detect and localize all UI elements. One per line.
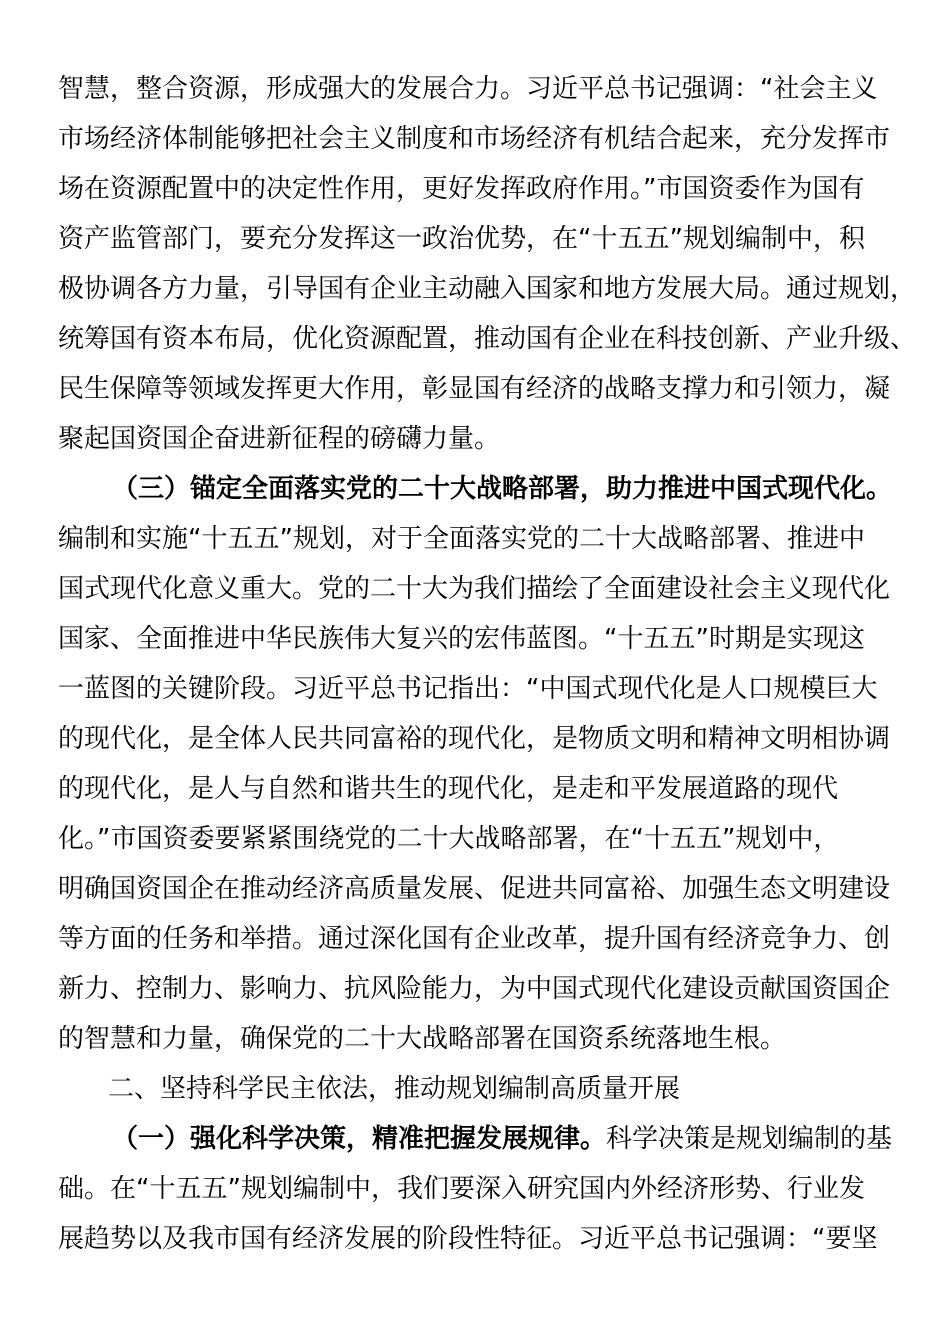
paragraph-line: 的智慧和力量，确保党的二十大战略部署在国资系统落地生根。 — [58, 1024, 787, 1054]
paragraph-line: 化。”市国资委要紧紧围绕党的二十大战略部署，在“十五五”规划中， — [58, 824, 840, 854]
paragraph-line: 展趋势以及我市国有经济发展的阶段性特征。习近平总书记强调：“要坚 — [58, 1224, 878, 1254]
paragraph-line: 市场经济体制能够把社会主义制度和市场经济有机结合起来，充分发挥市 — [58, 124, 891, 154]
paragraph-line: 明确国资国企在推动经济高质量发展、促进共同富裕、加强生态文明建设 — [58, 874, 891, 904]
paragraph-line: 极协调各方力量，引导国有企业主动融入国家和地方发展大局。通过规划， — [58, 274, 917, 304]
paragraph-line: 资产监管部门，要充分发挥这一政治优势，在“十五五”规划编制中，积 — [58, 224, 865, 254]
paragraph-line: 智慧，整合资源，形成强大的发展合力。习近平总书记强调：“社会主义 — [58, 74, 878, 104]
section-heading-1: （一）强化科学决策，精准把握发展规律。 — [112, 1124, 607, 1154]
paragraph-line: 国家、全面推进中华民族伟大复兴的宏伟蓝图。“十五五”时期是实现这 — [58, 624, 865, 654]
paragraph-line: 聚起国资国企奋进新征程的磅礴力量。 — [58, 424, 501, 454]
paragraph-line: 等方面的任务和举措。通过深化国有企业改革，提升国有经济竞争力、创 — [58, 924, 891, 954]
chapter-heading-2: 二、坚持科学民主依法，推动规划编制高质量开展 — [108, 1074, 681, 1104]
paragraph-line: 的现代化，是全体人民共同富裕的现代化，是物质文明和精神文明相协调 — [58, 724, 891, 754]
section-heading-3: （三）锚定全面落实党的二十大战略部署，助力推进中国式现代化。 — [112, 474, 893, 504]
paragraph-line: 的现代化，是人与自然和谐共生的现代化，是走和平发展道路的现代 — [58, 774, 839, 804]
paragraph-line: 统筹国有资本布局，优化资源配置，推动国有企业在科技创新、产业升级、 — [58, 324, 917, 354]
paragraph-line: 民生保障等领域发挥更大作用，彰显国有经济的战略支撑力和引领力，凝 — [58, 374, 891, 404]
section-heading-1-line — [112, 1119, 892, 1159]
paragraph-line: 新力、控制力、影响力、抗风险能力，为中国式现代化建设贡献国资国企 — [58, 974, 891, 1004]
paragraph-line: 编制和实施“十五五”规划，对于全面落实党的二十大战略部署、推进中 — [58, 524, 865, 554]
paragraph-line: 场在资源配置中的决定性作用，更好发挥政府作用。”市国资委作为国有 — [58, 174, 865, 204]
paragraph-line: 础。在“十五五”规划编制中，我们要深入研究国内外经济形势、行业发 — [58, 1174, 865, 1204]
paragraph-text: 科学决策是规划编制的基 — [606, 1124, 893, 1154]
paragraph-line: 一蓝图的关键阶段。习近平总书记指出：“中国式现代化是人口规模巨大 — [58, 674, 878, 704]
paragraph-line: 国式现代化意义重大。党的二十大为我们描绘了全面建设社会主义现代化 — [58, 574, 891, 604]
